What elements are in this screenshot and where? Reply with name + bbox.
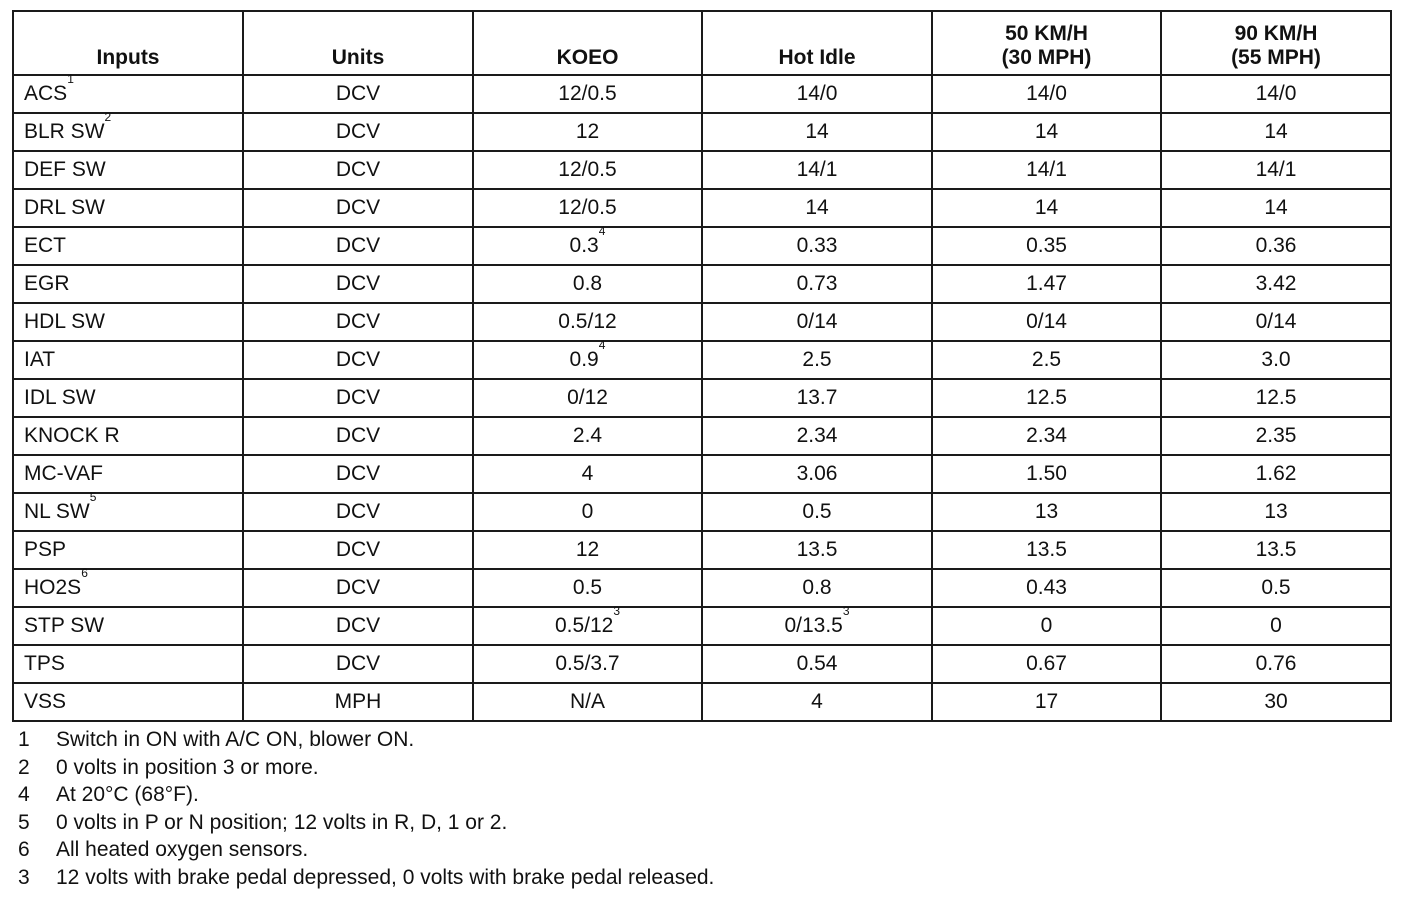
cell-90kmh-value: 0.76	[1255, 652, 1297, 675]
cell-units-value: DCV	[335, 234, 381, 257]
cell-input	[13, 490, 243, 531]
spec-sheet	[12, 10, 1390, 891]
cell-koeo-value: N/A	[569, 690, 605, 713]
cell-50kmh	[932, 113, 1161, 151]
table-row	[13, 303, 1391, 341]
cell-90kmh	[1161, 683, 1391, 721]
cell-hot-idle-value: 13.7	[796, 386, 838, 409]
sensor-input-table	[12, 10, 1392, 722]
cell-50kmh-value: 14/0	[1026, 82, 1067, 105]
cell-50kmh-value: 2.5	[1031, 348, 1062, 371]
cell-50kmh	[932, 645, 1161, 683]
cell-90kmh	[1161, 265, 1391, 303]
table-row	[13, 113, 1391, 151]
cell-koeo	[473, 645, 702, 683]
cell-koeo	[473, 493, 702, 531]
cell-50kmh	[932, 683, 1161, 721]
cell-input	[13, 379, 243, 417]
cell-90kmh-value: 12.5	[1255, 386, 1297, 409]
cell-hot-idle	[702, 379, 932, 417]
cell-input-value: HO2S	[24, 576, 82, 599]
column-header-90kmh: 90 KM/H (55 MPH)	[1161, 11, 1391, 75]
cell-input	[13, 566, 243, 607]
cell-90kmh-value: 13.5	[1255, 538, 1297, 561]
cell-90kmh-value: 14	[1264, 196, 1288, 219]
cell-units-value: DCV	[335, 158, 381, 181]
cell-hot-idle	[702, 227, 932, 265]
table-row	[13, 683, 1391, 721]
cell-90kmh	[1161, 645, 1391, 683]
cell-units-value: DCV	[335, 424, 381, 447]
cell-units	[243, 341, 473, 379]
cell-90kmh-value: 0.36	[1255, 234, 1297, 257]
cell-input-value: DRL SW	[24, 196, 105, 219]
cell-units	[243, 417, 473, 455]
cell-50kmh	[932, 455, 1161, 493]
cell-hot-idle	[702, 341, 932, 379]
cell-90kmh	[1161, 113, 1391, 151]
cell-50kmh	[932, 607, 1161, 645]
cell-90kmh	[1161, 417, 1391, 455]
cell-koeo-value: 0.5/12	[558, 310, 617, 333]
cell-input-value: EGR	[24, 272, 70, 295]
table-row	[13, 455, 1391, 493]
cell-input	[13, 607, 243, 645]
footnote-text: 0 volts in position 3 or more.	[56, 755, 319, 779]
footnote	[12, 864, 1390, 892]
cell-input-value: NL SW	[24, 500, 90, 523]
cell-50kmh-value: 14	[1034, 120, 1059, 143]
cell-input	[13, 189, 243, 227]
cell-hot-idle	[702, 493, 932, 531]
cell-90kmh-value: 30	[1264, 690, 1288, 713]
cell-90kmh	[1161, 303, 1391, 341]
footnote-number: 4	[18, 783, 30, 806]
cell-90kmh	[1161, 493, 1391, 531]
cell-50kmh	[932, 379, 1161, 417]
cell-units	[243, 493, 473, 531]
cell-hot-idle-value: 0.54	[796, 652, 838, 675]
cell-input	[13, 683, 243, 721]
cell-50kmh-value: 0.35	[1026, 234, 1067, 257]
cell-units-value: DCV	[335, 310, 381, 333]
cell-input-value: DEF SW	[24, 158, 106, 181]
cell-hot-idle	[702, 265, 932, 303]
cell-units-value: DCV	[335, 614, 381, 637]
cell-koeo-value: 0.9	[569, 348, 599, 371]
cell-units	[243, 379, 473, 417]
footnote-text: All heated oxygen sensors.	[56, 838, 309, 861]
cell-50kmh	[932, 303, 1161, 341]
cell-50kmh-value: 17	[1034, 690, 1059, 713]
cell-koeo-value: 12	[575, 120, 600, 143]
footnote	[12, 726, 1390, 754]
cell-units-value: DCV	[335, 500, 381, 523]
cell-50kmh	[932, 189, 1161, 227]
cell-90kmh	[1161, 189, 1391, 227]
cell-hot-idle	[702, 417, 932, 455]
cell-units-value: DCV	[335, 272, 381, 295]
column-header-koeo: KOEO	[473, 11, 702, 75]
cell-90kmh-value: 0.5	[1261, 576, 1291, 599]
cell-koeo	[473, 338, 702, 379]
table-row	[13, 531, 1391, 569]
table-header-row	[13, 11, 1391, 75]
cell-units	[243, 683, 473, 721]
footnote-reference: 3	[613, 604, 621, 618]
cell-koeo	[473, 265, 702, 303]
cell-koeo	[473, 604, 702, 645]
column-header-units: Units	[243, 11, 473, 75]
cell-50kmh	[932, 75, 1161, 113]
footnote-number: 3	[18, 865, 30, 889]
cell-90kmh-value: 13	[1264, 500, 1288, 523]
footnote-text: Switch in ON with A/C ON, blower ON.	[56, 728, 415, 751]
cell-50kmh-value: 13.5	[1026, 538, 1067, 561]
cell-input-value: BLR SW	[24, 120, 105, 143]
cell-50kmh	[932, 493, 1161, 531]
cell-50kmh	[932, 227, 1161, 265]
cell-koeo-value: 2.4	[572, 424, 603, 447]
table-row	[13, 227, 1391, 265]
footnote-reference: 6	[81, 566, 88, 580]
cell-input	[13, 341, 243, 379]
cell-hot-idle-value: 0.73	[796, 272, 838, 295]
cell-units-value: DCV	[335, 120, 381, 143]
cell-units-value: MPH	[334, 690, 382, 713]
cell-50kmh	[932, 151, 1161, 189]
cell-koeo-value: 0.3	[569, 234, 599, 257]
table-row	[13, 379, 1391, 417]
cell-input-value: IDL SW	[24, 386, 96, 409]
cell-hot-idle-value: 13.5	[796, 538, 838, 561]
cell-input-value: IAT	[24, 348, 56, 371]
cell-input-value: TPS	[24, 652, 65, 675]
cell-90kmh-value: 3.0	[1261, 348, 1291, 371]
cell-hot-idle	[702, 303, 932, 341]
cell-koeo-value: 0.5/12	[554, 614, 614, 637]
cell-90kmh	[1161, 531, 1391, 569]
cell-units	[243, 75, 473, 113]
cell-units	[243, 455, 473, 493]
table-row	[13, 341, 1391, 379]
cell-50kmh-value: 13	[1034, 500, 1059, 523]
cell-koeo	[473, 379, 702, 417]
cell-input-value: ECT	[24, 234, 66, 257]
cell-hot-idle-value: 3.06	[796, 462, 838, 485]
cell-koeo	[473, 569, 702, 607]
footnotes	[12, 726, 1390, 891]
cell-units	[243, 303, 473, 341]
cell-input	[13, 531, 243, 569]
cell-input	[13, 455, 243, 493]
cell-koeo-value: 0.8	[572, 272, 603, 295]
cell-units-value: DCV	[335, 386, 381, 409]
cell-input	[13, 110, 243, 151]
cell-hot-idle	[702, 645, 932, 683]
cell-hot-idle	[702, 569, 932, 607]
cell-input	[13, 417, 243, 455]
cell-50kmh	[932, 341, 1161, 379]
cell-hot-idle	[702, 151, 932, 189]
footnote-number: 2	[18, 755, 30, 779]
cell-50kmh-value: 0/14	[1026, 310, 1067, 333]
cell-units-value: DCV	[335, 652, 381, 675]
footnote-text: 12 volts with brake pedal depressed, 0 volts with brake pedal released.	[56, 865, 715, 889]
cell-units	[243, 265, 473, 303]
cell-hot-idle	[702, 113, 932, 151]
cell-hot-idle	[702, 683, 932, 721]
cell-hot-idle-value: 14	[805, 120, 829, 143]
cell-units-value: DCV	[335, 348, 381, 371]
cell-koeo-value: 0	[581, 500, 594, 523]
table-row	[13, 265, 1391, 303]
cell-koeo	[473, 189, 702, 227]
footnote-number: 1	[18, 728, 30, 751]
cell-input-value: STP SW	[24, 614, 105, 637]
cell-koeo-value: 4	[581, 462, 594, 485]
cell-50kmh	[932, 569, 1161, 607]
cell-hot-idle-value: 0.5	[802, 500, 832, 523]
cell-50kmh-value: 1.50	[1026, 462, 1067, 485]
footnote	[12, 781, 1390, 809]
table-body	[13, 72, 1391, 721]
cell-input-value: MC-VAF	[24, 462, 103, 485]
cell-50kmh	[932, 417, 1161, 455]
footnote-number: 5	[18, 810, 30, 834]
cell-koeo	[473, 683, 702, 721]
cell-90kmh	[1161, 75, 1391, 113]
cell-hot-idle	[702, 604, 932, 645]
footnote-reference: 1	[67, 72, 74, 86]
cell-90kmh-value: 2.35	[1255, 424, 1297, 447]
cell-koeo	[473, 113, 702, 151]
cell-hot-idle	[702, 75, 932, 113]
cell-50kmh-value: 2.34	[1026, 424, 1067, 447]
column-header-hot-idle: Hot Idle	[702, 11, 932, 75]
cell-units	[243, 645, 473, 683]
cell-koeo	[473, 303, 702, 341]
cell-input-value: VSS	[24, 690, 67, 713]
cell-units-value: DCV	[335, 82, 381, 105]
cell-hot-idle-value: 14/1	[796, 158, 838, 181]
cell-hot-idle-value: 4	[811, 690, 823, 713]
cell-hot-idle-value: 0.33	[796, 234, 838, 257]
cell-90kmh-value: 3.42	[1255, 272, 1297, 295]
cell-input	[13, 227, 243, 265]
table-row	[13, 75, 1391, 113]
cell-input	[13, 265, 243, 303]
cell-units-value: DCV	[335, 462, 381, 485]
footnote	[12, 754, 1390, 782]
cell-koeo-value: 0.5/3.7	[555, 652, 620, 675]
footnote-reference: 3	[842, 604, 850, 618]
cell-units-value: DCV	[335, 576, 381, 599]
cell-hot-idle-value: 2.34	[796, 424, 838, 447]
cell-90kmh	[1161, 455, 1391, 493]
cell-hot-idle-value: 14/0	[796, 82, 838, 105]
cell-hot-idle	[702, 189, 932, 227]
cell-input-value: PSP	[24, 538, 67, 561]
cell-koeo	[473, 417, 702, 455]
cell-input	[13, 151, 243, 189]
cell-koeo	[473, 455, 702, 493]
cell-50kmh	[932, 531, 1161, 569]
cell-koeo-value: 12	[575, 538, 600, 561]
cell-koeo-value: 0/12	[567, 386, 608, 409]
cell-koeo-value: 12/0.5	[558, 158, 617, 181]
cell-units	[243, 227, 473, 265]
footnote	[12, 809, 1390, 837]
cell-koeo	[473, 151, 702, 189]
cell-units	[243, 569, 473, 607]
cell-units-value: DCV	[335, 538, 381, 561]
cell-90kmh	[1161, 151, 1391, 189]
footnote-reference: 2	[104, 110, 112, 124]
cell-units	[243, 531, 473, 569]
cell-90kmh-value: 1.62	[1255, 462, 1297, 485]
footnote-number: 6	[18, 838, 30, 861]
footnote-reference: 4	[598, 224, 606, 238]
cell-50kmh-value: 0.67	[1026, 652, 1067, 675]
table-row	[13, 417, 1391, 455]
cell-koeo-value: 12/0.5	[558, 196, 617, 219]
cell-50kmh-value: 0	[1040, 614, 1053, 637]
table-row	[13, 569, 1391, 607]
cell-50kmh-value: 0.43	[1026, 576, 1067, 599]
cell-input-value: ACS	[24, 82, 68, 105]
footnote-reference: 5	[89, 490, 97, 504]
cell-90kmh-value: 0/14	[1255, 310, 1297, 333]
cell-hot-idle-value: 0.8	[802, 576, 832, 599]
footnote	[12, 836, 1390, 864]
cell-hot-idle-value: 14	[805, 196, 829, 219]
cell-90kmh	[1161, 607, 1391, 645]
footnote-reference: 4	[598, 338, 606, 352]
cell-hot-idle-value: 0/13.5	[784, 614, 843, 637]
cell-50kmh-value: 1.47	[1026, 272, 1067, 295]
cell-units	[243, 113, 473, 151]
cell-koeo	[473, 75, 702, 113]
cell-units-value: DCV	[335, 196, 381, 219]
cell-90kmh-value: 14	[1264, 120, 1288, 143]
cell-90kmh	[1161, 341, 1391, 379]
column-header-50kmh: 50 KM/H (30 MPH)	[932, 11, 1161, 75]
cell-90kmh	[1161, 379, 1391, 417]
cell-input	[13, 72, 243, 113]
cell-50kmh-value: 14	[1034, 196, 1059, 219]
cell-50kmh-value: 12.5	[1026, 386, 1067, 409]
cell-hot-idle-value: 0/14	[796, 310, 838, 333]
footnote-text: 0 volts in P or N position; 12 volts in R, D, 1 or 2.	[56, 810, 508, 834]
cell-hot-idle-value: 2.5	[802, 348, 832, 371]
cell-90kmh	[1161, 569, 1391, 607]
cell-90kmh-value: 14/1	[1255, 158, 1297, 181]
cell-koeo-value: 0.5	[572, 576, 603, 599]
cell-units	[243, 151, 473, 189]
table-row	[13, 151, 1391, 189]
cell-hot-idle	[702, 455, 932, 493]
cell-90kmh-value: 0	[1270, 614, 1282, 637]
cell-input	[13, 645, 243, 683]
table-row	[13, 189, 1391, 227]
cell-90kmh-value: 14/0	[1255, 82, 1297, 105]
table-row	[13, 645, 1391, 683]
cell-koeo-value: 12/0.5	[558, 82, 617, 105]
cell-units	[243, 607, 473, 645]
cell-50kmh	[932, 265, 1161, 303]
table-row	[13, 607, 1391, 645]
cell-90kmh	[1161, 227, 1391, 265]
cell-hot-idle	[702, 531, 932, 569]
cell-50kmh-value: 14/1	[1026, 158, 1067, 181]
footnote-text: At 20°C (68°F).	[56, 783, 199, 806]
cell-input-value: KNOCK R	[24, 424, 120, 447]
column-header-inputs: Inputs	[13, 11, 243, 75]
cell-input	[13, 303, 243, 341]
cell-input-value: HDL SW	[24, 310, 105, 333]
cell-units	[243, 189, 473, 227]
cell-koeo	[473, 531, 702, 569]
cell-koeo	[473, 224, 702, 265]
table-row	[13, 493, 1391, 531]
